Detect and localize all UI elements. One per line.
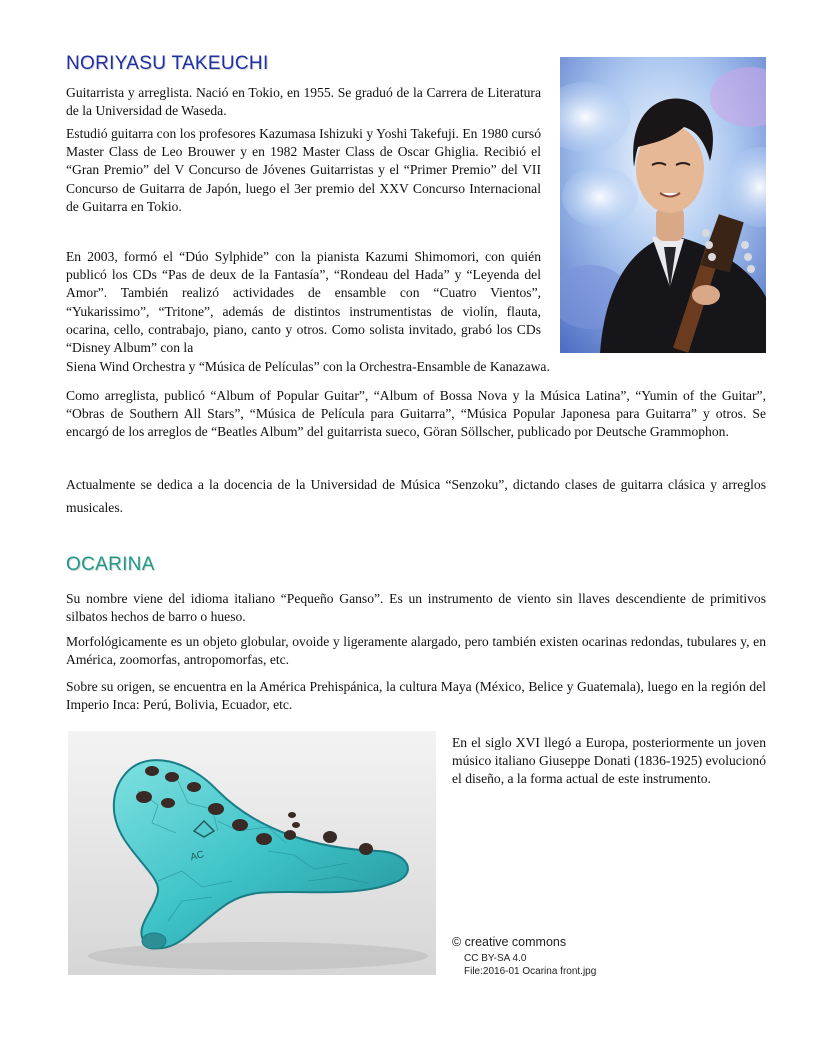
image-credit-file: File:2016-01 Ocarina front.jpg [464, 966, 597, 977]
bio-paragraph-4: Como arreglista, publicó “Album of Popular Guitar”, “Album of Bossa Nova y la Música Latina”, “Yumin of the Guitar”, “Obras de Southern All Stars”, “Música de Película para Guitarra”, “Música Popular Japonesa para Guitarra” y otros. Se encargó de los arreglos de “Beatles Album” del guitarrista sueco, Göran Söllscher, publicado por Deutsche Grammophon. [66, 388, 766, 440]
bio-paragraph-5: Actualmente se dedica a la docencia de la Universidad de Música “Senzoku”, dictando clases de guitarra clásica y arreglos musicales. [66, 477, 766, 515]
bio-paragraph-2: Estudió guitarra con los profesores Kazumasa Ishizuki y Yoshi Takefuji. En 1980 cursó Master Class de Leo Brouwer y en 1982 Master Class de Oscar Ghiglia. Recibió el “Gran Premio” del V Concurso de Jóvenes Guitarristas y el “Primer Premio” del VII Concurso de Guitarra de Japón, luego el 3er premio del XXV Concurso Internacional de Guitarra en Tokio. [66, 126, 541, 214]
ocarina-photo [68, 731, 436, 975]
image-credit-version: CC BY-SA 4.0 [464, 953, 527, 964]
ocarina-paragraph-2: Morfológicamente es un objeto globular, ovoide y ligeramente alargado, pero también existen ocarinas redondas, tubulares y, en América, zoomorfas, antropomorfas, etc. [66, 634, 766, 668]
ocarina-paragraph-1: Su nombre viene del idioma italiano “Pequeño Ganso”. Es un instrumento de viento sin llaves descendiente de primitivos silbatos hechos de barro o hueso. [66, 591, 766, 625]
ocarina-paragraph-4: En el siglo XVI llegó a Europa, posteriormente un joven músico italiano Giuseppe Donati (1836-1925) evolucionó el diseño, a la forma actual de este instrumento. [452, 735, 766, 787]
ocarina-paragraph-3: Sobre su origen, se encuentra en la América Prehispánica, la cultura Maya (México, Belice y Guatemala), luego en la región del Imperio Inca: Perú, Bolivia, Ecuador, etc. [66, 679, 766, 713]
ocarina-mark: AC [189, 849, 206, 864]
bio-paragraph-3: En 2003, formó el “Dúo Sylphide” con la pianista Kazumi Shimomori, con quién publicó los CDs “Pas de deux de la Fantasía”, “Rondeau del Hada” y “Leyenda del Amor”. También realizó actividades de ensamble con “Cuatro Vientos”, “Yukarissimo”, “Tritone”, además de distintos instrumentistas de violín, flauta, ocarina, cello, contrabajo, piano, canto y otros. Como solista invitado, grabó los CDs “Disney Album” con la [66, 249, 541, 356]
image-credit-license: © creative commons [452, 935, 567, 949]
bio-paragraph-3-tail: Siena Wind Orchestra y “Música de Películas” con la Orchestra-Ensamble de Kanazawa. [66, 359, 550, 374]
section-title-ocarina: OCARINA [66, 554, 155, 575]
bio-paragraph-1: Guitarrista y arreglista. Nació en Tokio, en 1955. Se graduó de la Carrera de Literatura de la Universidad de Waseda. [66, 85, 541, 119]
section-title-takeuchi: NORIYASU TAKEUCHI [66, 53, 269, 74]
portrait-photo [560, 57, 766, 353]
